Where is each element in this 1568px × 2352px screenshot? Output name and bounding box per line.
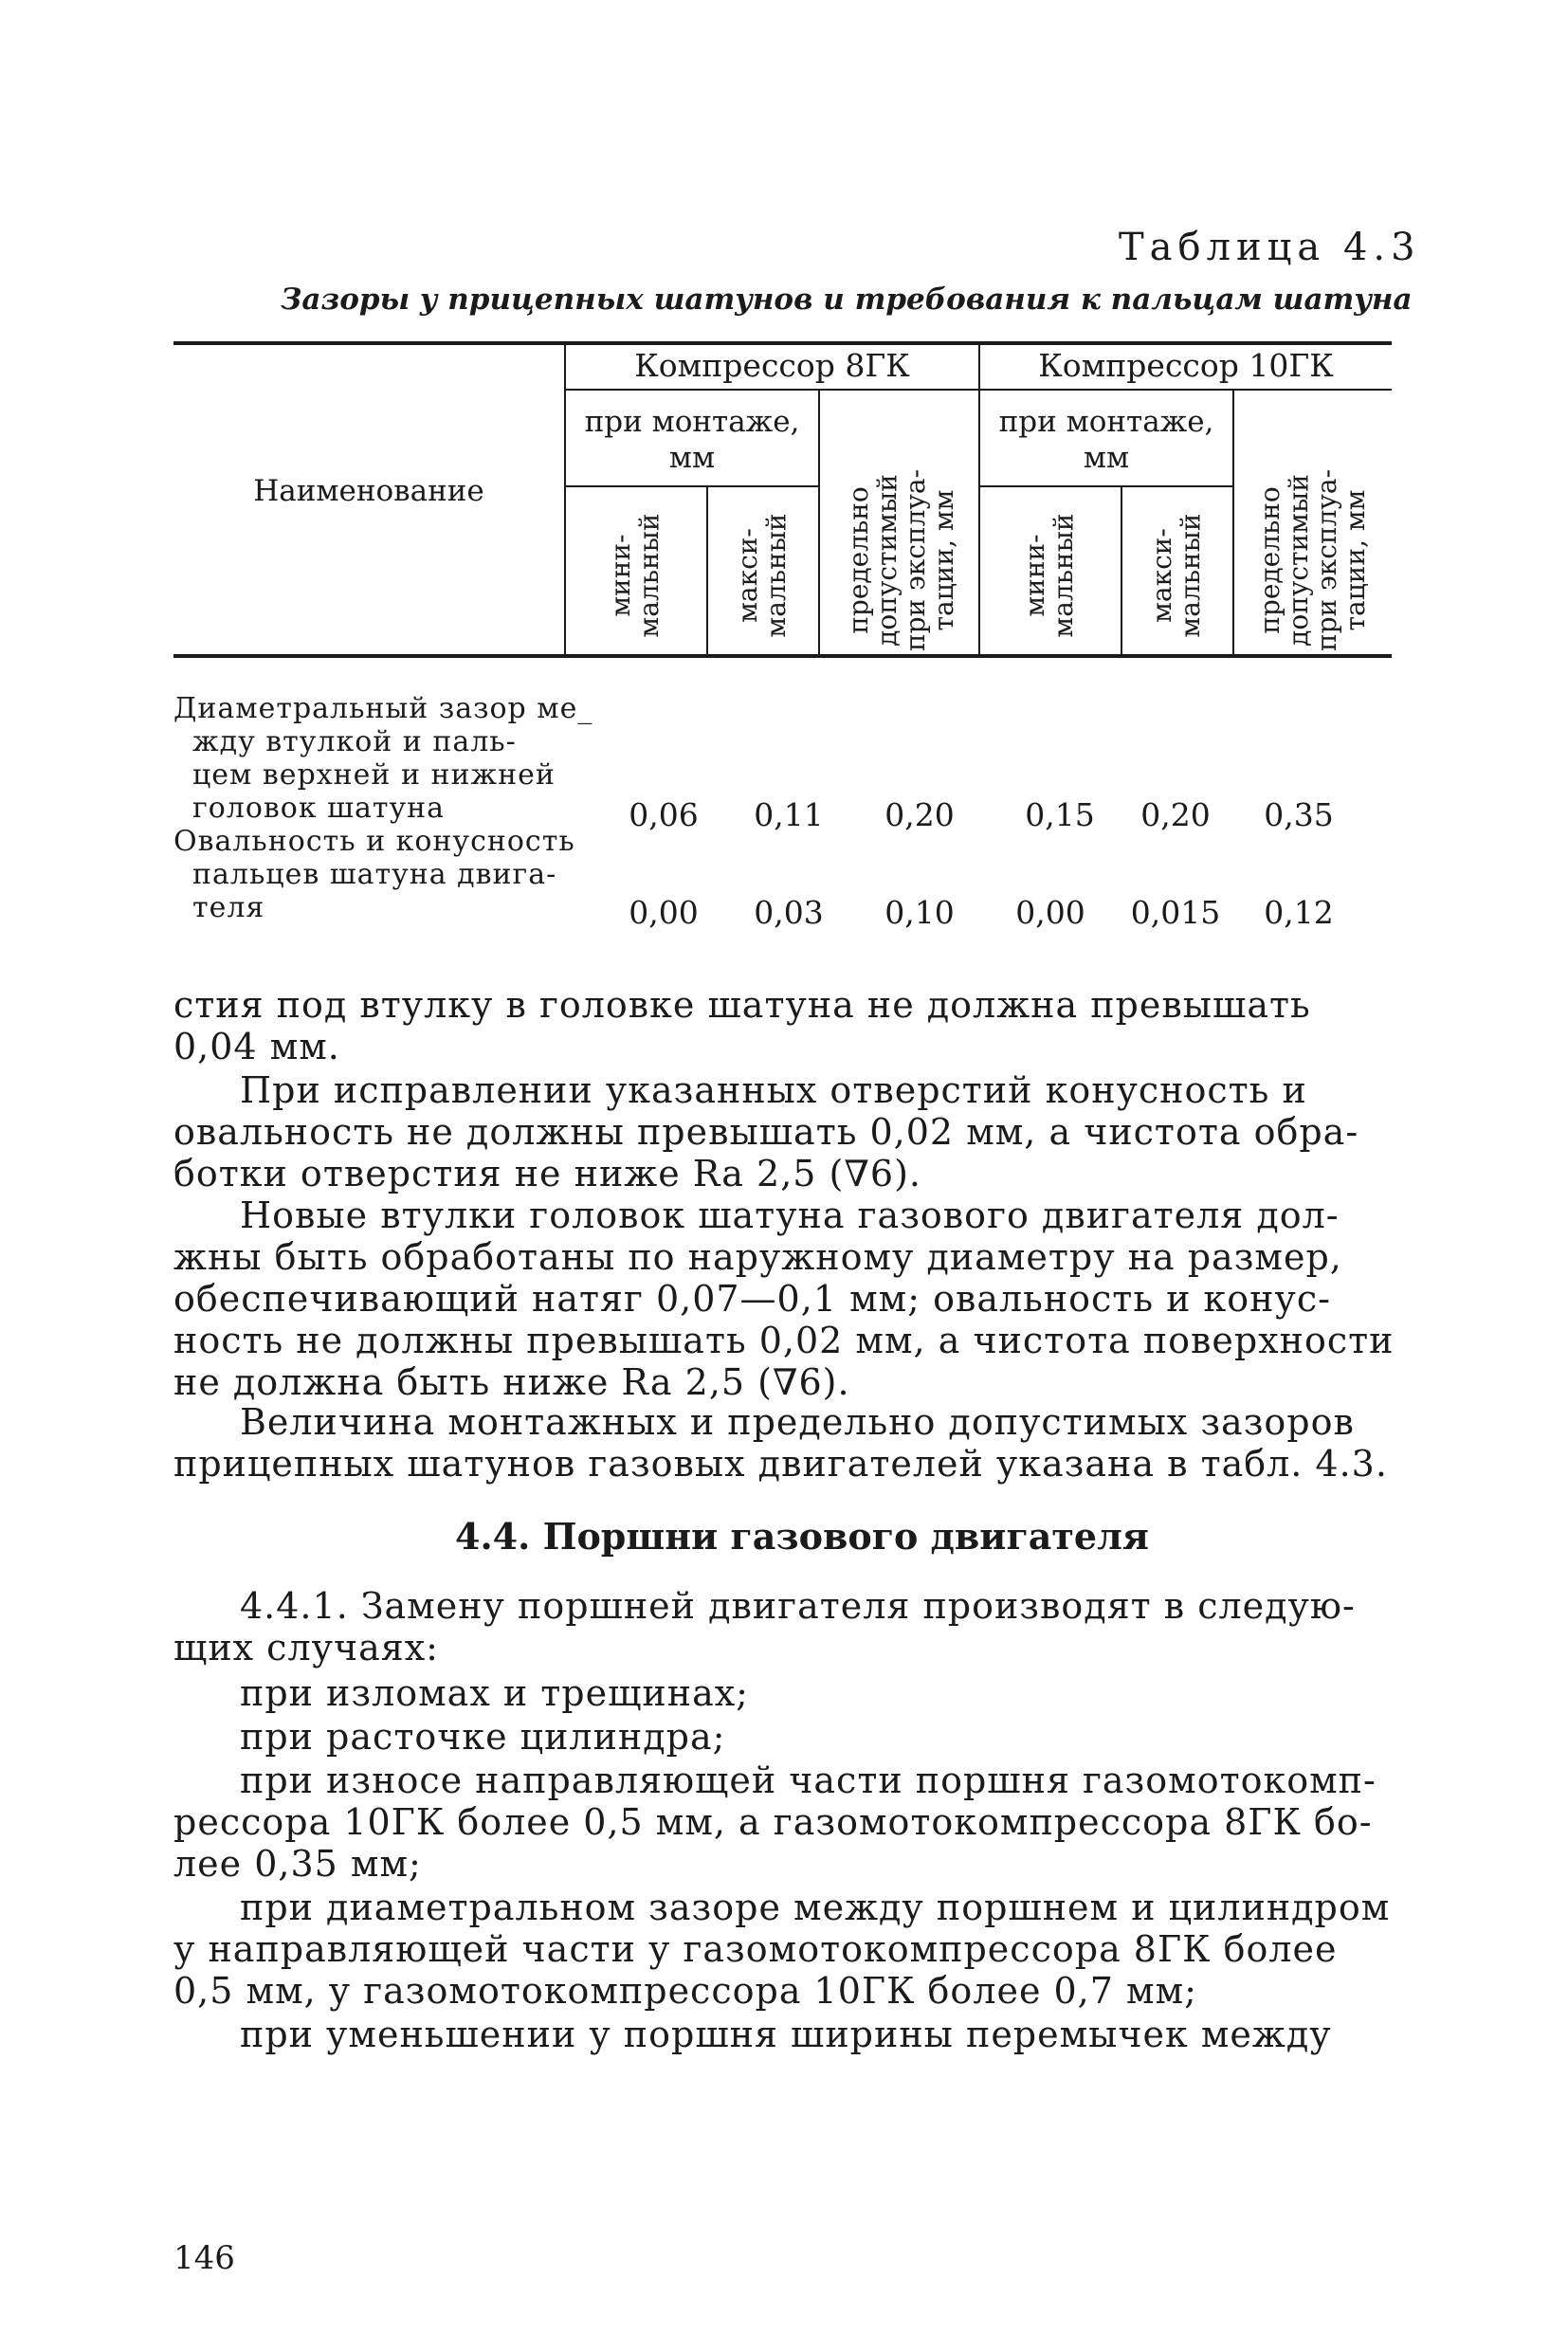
list-item: при изломах и трещинах;	[240, 1672, 749, 1714]
table-cell: 0,00	[629, 894, 699, 931]
column-line	[706, 487, 708, 654]
table-cell: 0,20	[1140, 796, 1211, 833]
name-column-header: Наименование	[253, 474, 484, 508]
group-title-10gk: Компрессор 10ГК	[1038, 347, 1334, 384]
row-name-ovality: Овальность и конусность пальцев шатуна двига- теля	[173, 825, 575, 924]
column-line	[564, 345, 566, 654]
table-cell: 0,06	[629, 796, 699, 833]
list-item: при расточке цилиндра;	[240, 1716, 726, 1758]
column-line	[978, 345, 980, 654]
column-line	[1232, 391, 1234, 654]
max-header-8gk: макси- мальный	[732, 513, 792, 638]
paragraph: 4.4.1. Замену поршней двигателя производят в следую- щих случаях:	[173, 1585, 1356, 1668]
table-cell: 0,00	[1015, 894, 1085, 931]
limit-header-10gk: предельно допустимый при эксплуа- тации, мм	[1254, 468, 1371, 652]
table-cell: 0,12	[1264, 894, 1334, 931]
list-item: при диаметральном зазоре между поршнем и цилиндром у направляющей части у газомотокомпрессора 8ГК более 0,5 мм, у газомотокомпрессора 10ГК более 0,7 мм;	[173, 1887, 1391, 2012]
min-header-10gk: мини- мальный	[1019, 513, 1079, 638]
row-name-diametral-gap: Диаметральный зазор ме_ жду втулкой и паль- цем верхней и нижней головок шатуна	[173, 692, 593, 825]
paragraph: При исправлении указанных отверстий конусность и овальность не должны превышать 0,02 мм, а чистота обра- ботки отверстия не ниже Ra 2,5 (∇6).	[173, 1069, 1359, 1194]
table-cell: 0,10	[884, 894, 955, 931]
section-heading: 4.4. Поршни газового двигателя	[455, 1515, 1149, 1558]
subgroup-divider-line	[564, 485, 818, 487]
mount-header-10gk: при монтаже, мм	[998, 405, 1214, 475]
mount-header-8gk: при монтаже, мм	[584, 405, 800, 475]
max-header-10gk: макси- мальный	[1146, 513, 1206, 638]
column-line	[818, 391, 820, 654]
paragraph: Величина монтажных и предельно допустимых зазоров прицепных шатунов газовых двигателей указана в табл. 4.3.	[173, 1401, 1388, 1485]
table-cell: 0,015	[1130, 894, 1221, 931]
group-title-8gk: Компрессор 8ГК	[634, 347, 910, 384]
list-item: при износе направляющей части поршня газомотокомп- рессора 10ГК более 0,5 мм, а газомотокомпрессора 8ГК бо- лее 0,35 мм;	[173, 1759, 1377, 1885]
table-cell: 0,03	[754, 894, 824, 931]
table-cell: 0,11	[754, 796, 824, 833]
list-item: при уменьшении у поршня ширины перемычек между	[240, 2014, 1332, 2055]
table-cell: 0,15	[1025, 796, 1095, 833]
paragraph: стия под втулку в головке шатуна не должна превышать 0,04 мм.	[173, 984, 1311, 1067]
page-number: 146	[173, 2239, 235, 2277]
paragraph: Новые втулки головок шатуна газового двигателя дол- жны быть обработаны по наружному диаметру на размер, обеспечивающий натяг 0,07—0,1 мм; овальность и конус- ность не должны превышать 0,02 мм, а чистота поверхности не должна быть ниже Ra 2,5 (∇6).	[173, 1194, 1395, 1403]
table-cell: 0,20	[884, 796, 955, 833]
subgroup-divider-line	[978, 485, 1232, 487]
min-header-8gk: мини- мальный	[605, 513, 665, 638]
table-cell: 0,35	[1264, 796, 1334, 833]
limit-header-8gk: предельно допустимый при эксплуа- тации, мм	[843, 468, 959, 652]
table-top-rule	[173, 341, 1392, 345]
table-label: Таблица 4.3	[1119, 226, 1421, 269]
header-bottom-rule	[173, 654, 1392, 658]
table-caption: Зазоры у прицепных шатунов и требования к пальцам шатуна	[281, 283, 1413, 317]
column-line	[1121, 487, 1122, 654]
